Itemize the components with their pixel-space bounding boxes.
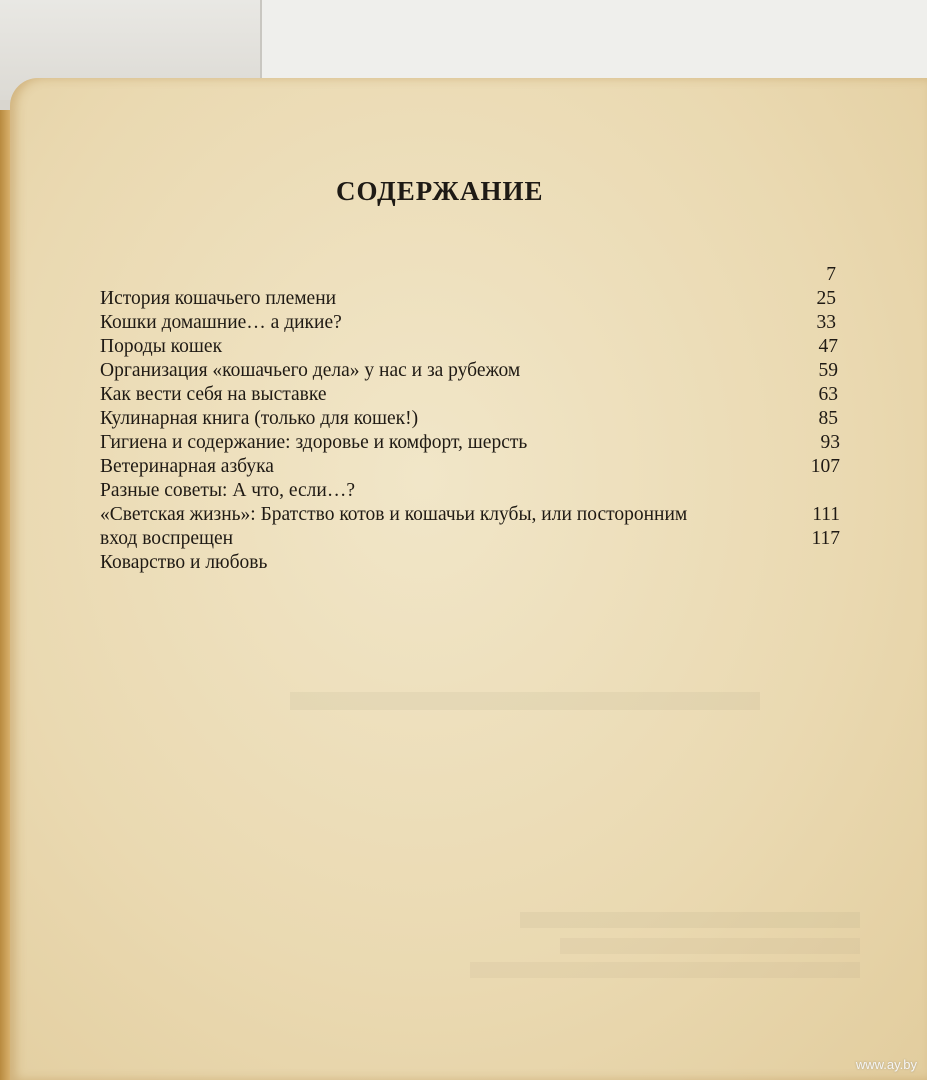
toc-entry-title: Гигиена и содержание: здоровье и комфорт, шерсть bbox=[100, 432, 528, 453]
page-title: СОДЕРЖАНИЕ bbox=[336, 176, 544, 206]
toc-page-number: 33 bbox=[816, 312, 836, 333]
toc-page-number: 25 bbox=[816, 288, 836, 309]
toc-page-number: 107 bbox=[810, 456, 840, 477]
toc-page-number: 7 bbox=[826, 264, 836, 285]
toc-entry-title: История кошачьего племени bbox=[100, 288, 337, 309]
toc-entry-title: Коварство и любовь bbox=[100, 552, 268, 573]
toc-entry-title: Разные советы: А что, если…? bbox=[100, 480, 355, 501]
toc-page-number: 117 bbox=[811, 528, 840, 549]
toc-page-number: 111 bbox=[812, 504, 840, 525]
toc-entry-title: «Светская жизнь»: Братство котов и кошачьи клубы, или посторонним bbox=[100, 504, 688, 525]
toc-page-number: 47 bbox=[818, 336, 838, 357]
toc-entry-title: Как вести себя на выставке bbox=[100, 384, 327, 405]
toc-page-number: 63 bbox=[818, 384, 838, 405]
toc-entry-title: Кошки домашние… а дикие? bbox=[100, 312, 342, 333]
bleed-through-text bbox=[290, 692, 760, 710]
toc-entry-title: вход воспрещен bbox=[100, 528, 234, 549]
toc-entry-title: Ветеринарная азбука bbox=[100, 456, 274, 477]
book-page bbox=[10, 78, 927, 1080]
bleed-through-text bbox=[560, 938, 860, 954]
bleed-through-text bbox=[520, 912, 860, 928]
toc-entry-title: Кулинарная книга (только для кошек!) bbox=[100, 408, 419, 429]
toc-entry-title: Породы кошек bbox=[100, 336, 223, 357]
bleed-through-text bbox=[470, 962, 860, 978]
toc-page-number: 85 bbox=[818, 408, 838, 429]
toc-page-number: 59 bbox=[818, 360, 838, 381]
watermark: www.ay.by bbox=[855, 1057, 917, 1072]
toc-entry-title: Организация «кошачьего дела» у нас и за рубежом bbox=[100, 360, 521, 381]
toc-page-number: 93 bbox=[820, 432, 840, 453]
